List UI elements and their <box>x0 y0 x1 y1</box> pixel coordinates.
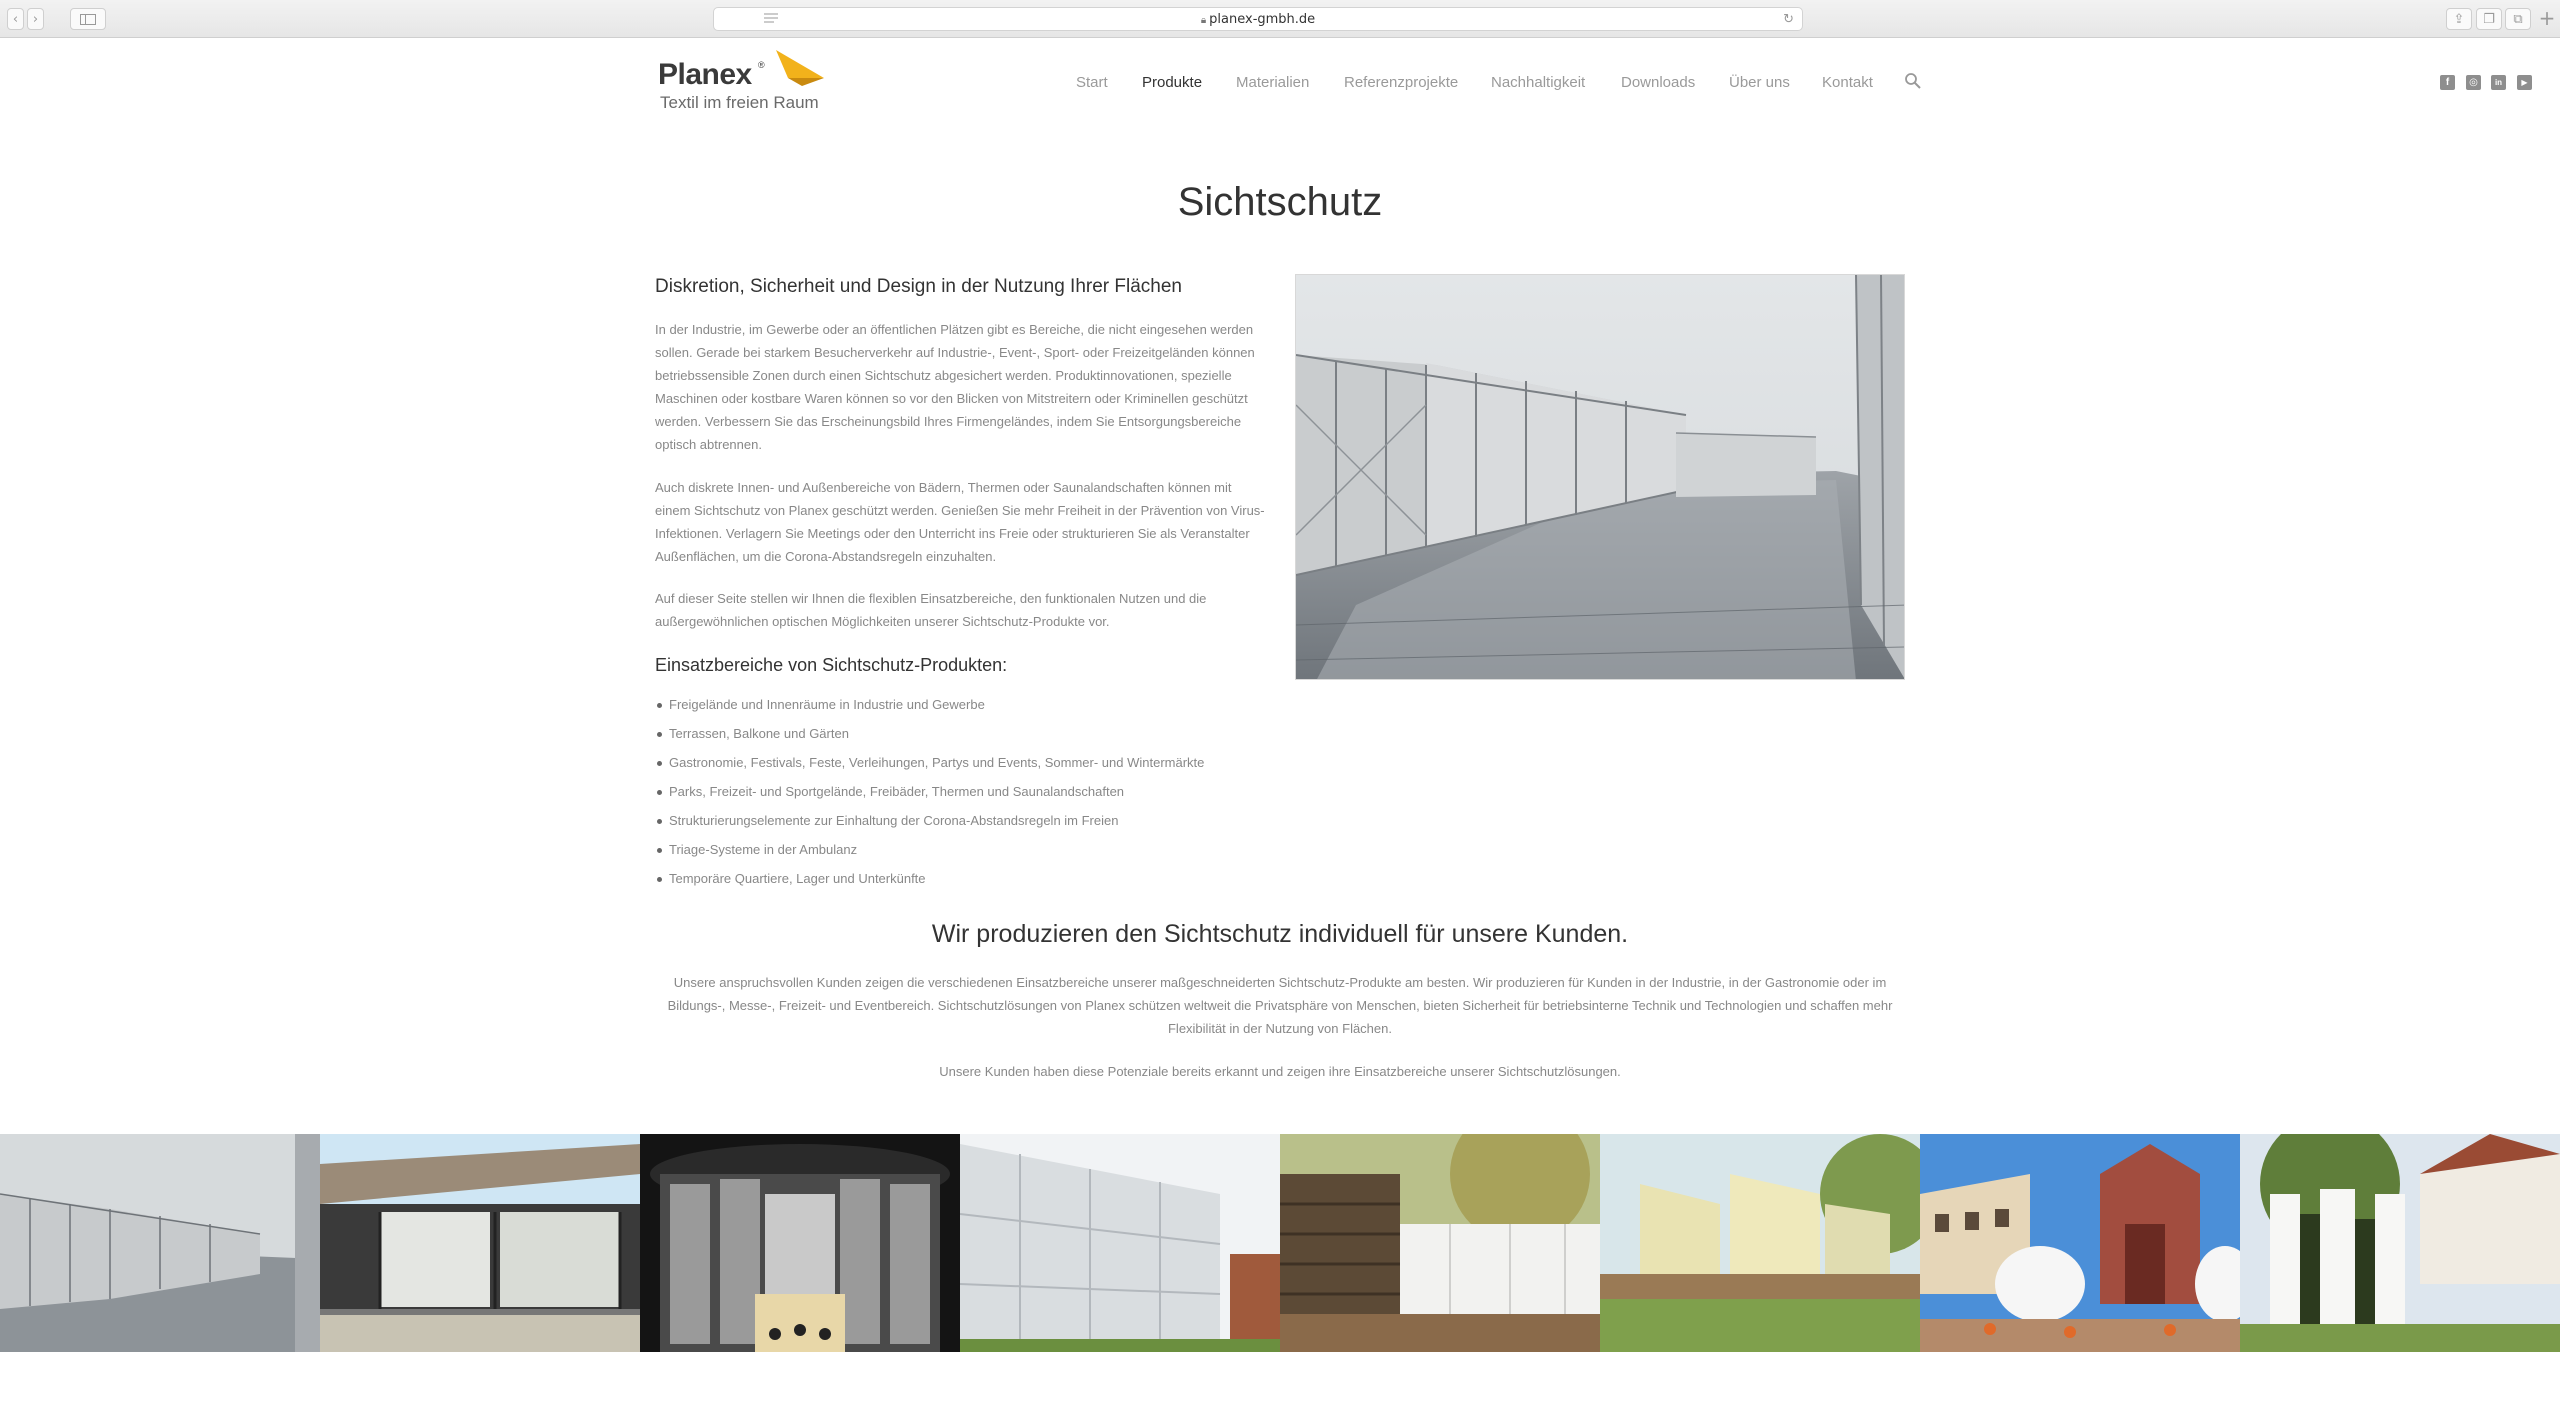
back-button[interactable] <box>7 8 24 30</box>
logo-wordmark: Planex <box>658 58 752 91</box>
reload-icon[interactable]: ↻ <box>1783 12 1794 27</box>
nav-item-materialien[interactable]: Materialien <box>1236 74 1310 91</box>
intro-paragraph-2: Auch diskrete Innen- und Außenbereiche von Bädern, Thermen oder Saunalandschaften können mit einem Sichtschutz von Planex geschützt werden. Genießen Sie mehr Freiheit in der Prävention von Virus-Infektionen. Verlagern Sie Meetings oder den Unterricht ins Freie oder strukturieren Sie als Veranstalter Außenflächen, um die Corona-Abstandsregeln einzuhalten. <box>655 480 1265 564</box>
intro-paragraph-1: In der Industrie, im Gewerbe oder an öffentlichen Plätzen gibt es Bereiche, die nicht eingesehen werden sollen. Gerade bei starkem Besucherverkehr auf Industrie-, Event-, Sport- oder Freizeitgeländen können betriebssensible Zonen durch einen Sichtschutz abgesichert werden. Produktinnovationen, spezielle Maschinen oder kostbare Waren können so vor den Blicken von Mitstreitern oder Kriminellen geschützt werden. Verbessern Sie das Erscheinungsbild Ihres Firmengeländes, indem Sie Entsorgungsbereiche optisch abtrennen. <box>655 322 1255 452</box>
intro-paragraph-3: Auf dieser Seite stellen wir Ihnen die flexiblen Einsatzbereiche, den funktionalen Nutzen und die außergewöhnlichen optischen Möglichkeiten unserer Sichtschutz-Produkte vor. <box>655 591 1207 629</box>
gallery-image[interactable] <box>960 1134 1280 1352</box>
youtube-icon[interactable]: ▶ <box>2517 75 2532 90</box>
logo-sail-icon <box>774 48 826 90</box>
chevron-right-icon: › <box>32 11 39 27</box>
list-item: Terrassen, Balkone und Gärten <box>655 719 1355 748</box>
sidebar-toggle-button[interactable] <box>70 8 106 30</box>
nav-item-referenzprojekte[interactable]: Referenzprojekte <box>1344 74 1459 91</box>
browser-toolbar <box>0 0 2560 38</box>
chevron-left-icon: ‹ <box>12 11 19 27</box>
reference-gallery <box>0 1134 2560 1352</box>
nav-item-downloads[interactable]: Downloads <box>1621 74 1696 91</box>
address-bar[interactable] <box>713 7 1803 31</box>
forward-button[interactable] <box>27 8 44 30</box>
gallery-image[interactable] <box>2240 1134 2560 1352</box>
uses-heading: Einsatzbereiche von Sichtschutz-Produkten: <box>655 655 1008 675</box>
next-section-heading-cut-off <box>0 1412 2560 1427</box>
share-button[interactable] <box>2446 8 2472 30</box>
gallery-image[interactable] <box>0 1134 320 1352</box>
uses-list <box>655 690 1355 893</box>
customers-paragraph: Unsere anspruchsvollen Kunden zeigen die verschiedenen Einsatzbereiche unserer maßgeschneiderten Sichtschutz-Produkte am besten. Wir produzieren für Kunden in der Industrie, in der Gastronomie oder im Bildungs-, Messe-, Freizeit- und Eventbereich. Sichtschutzlösungen von Planex schützen weltweit die Privatsphäre von Menschen, bieten Sicherheit für betriebsinterne Technik und Technologien und schaffen mehr Flexibilität in der Nutzung von Flächen. <box>667 975 1893 1036</box>
lock-icon: 🔒︎ <box>1200 15 1207 26</box>
customers-note: Unsere Kunden haben diese Potenziale bereits erkannt und zeigen ihre Einsatzbereiche unserer Sichtschutzlösungen. <box>939 1064 1621 1079</box>
plus-icon: + <box>2538 6 2556 30</box>
instagram-icon[interactable]: ◎ <box>2466 75 2481 90</box>
share-icon: ⇪ <box>2453 11 2465 27</box>
nav-item-kontakt[interactable]: Kontakt <box>1822 74 1873 91</box>
intro-heading: Diskretion, Sicherheit und Design in der Nutzung Ihrer Flächen <box>655 276 1182 297</box>
logo-tagline: Textil im freien Raum <box>660 93 819 112</box>
nav-item-produkte[interactable]: Produkte <box>1142 74 1203 91</box>
list-item: Parks, Freizeit- und Sportgelände, Freibäder, Thermen und Saunalandschaften <box>655 777 1355 806</box>
gallery-image[interactable] <box>320 1134 640 1352</box>
customers-heading: Wir produzieren den Sichtschutz individuell für unsere Kunden. <box>931 920 1629 948</box>
list-item: Temporäre Quartiere, Lager und Unterkünfte <box>655 864 1355 893</box>
tabs-overview-button[interactable] <box>2476 8 2502 30</box>
gallery-image[interactable] <box>1280 1134 1600 1352</box>
gallery-image[interactable] <box>1600 1134 1920 1352</box>
nav-item-nachhaltigkeit[interactable]: Nachhaltigkeit <box>1491 74 1586 91</box>
gallery-image[interactable] <box>1920 1134 2240 1352</box>
logo-registered-mark: ® <box>758 60 765 70</box>
search-icon[interactable] <box>1904 72 1922 90</box>
list-item: Triage-Systeme in der Ambulanz <box>655 835 1355 864</box>
page-title: Sichtschutz <box>1177 180 1383 224</box>
facebook-icon[interactable]: f <box>2440 75 2455 90</box>
list-item: Gastronomie, Festivals, Feste, Verleihungen, Partys und Events, Sommer- und Wintermärkte <box>655 748 1355 777</box>
hero-photo <box>1295 274 1905 680</box>
gallery-image[interactable] <box>640 1134 960 1352</box>
list-item: Freigelände und Innenräume in Industrie und Gewerbe <box>655 690 1355 719</box>
nav-item-start[interactable]: Start <box>1076 74 1108 91</box>
copy-icon: ⧉ <box>2513 11 2523 27</box>
downloads-button[interactable] <box>2505 8 2531 30</box>
linkedin-icon[interactable]: in <box>2491 75 2506 90</box>
planex-logo[interactable] <box>658 48 868 118</box>
new-tab-button[interactable] <box>2534 6 2560 38</box>
tabs-icon: ❐ <box>2483 11 2495 27</box>
sidebar-icon <box>80 14 96 25</box>
list-item: Strukturierungselemente zur Einhaltung der Corona-Abstandsregeln im Freien <box>655 806 1355 835</box>
nav-item-ueber-uns[interactable]: Über uns <box>1729 74 1790 91</box>
url-text: planex-gmbh.de <box>1209 12 1316 27</box>
